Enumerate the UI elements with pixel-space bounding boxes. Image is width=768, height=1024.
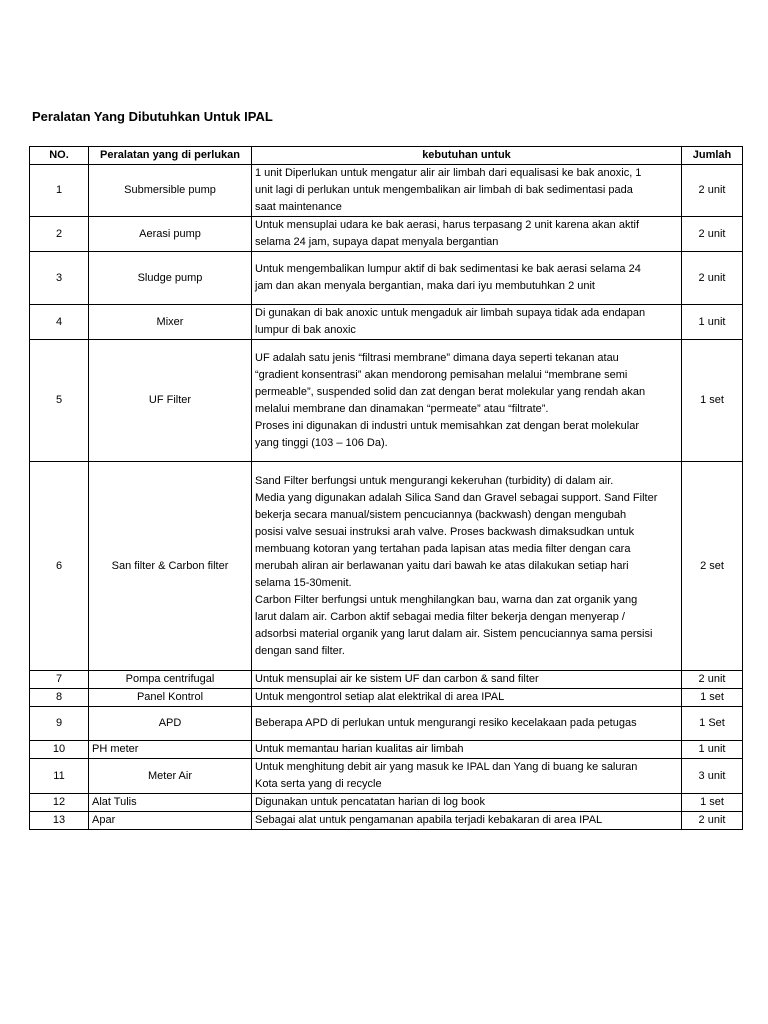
equipment-description: Untuk mensuplai air ke sistem UF dan carbon & sand filter <box>252 671 682 689</box>
equipment-name: Panel Kontrol <box>89 689 252 707</box>
table-row <box>30 707 743 741</box>
equipment-name: Aerasi pump <box>89 217 252 252</box>
equipment-description: Untuk mensuplai udara ke bak aerasi, harus terpasang 2 unit karena akan aktif selama 24 jam, supaya dapat menyala bergantian <box>252 217 682 252</box>
table-row <box>30 741 743 759</box>
equipment-name: PH meter <box>89 741 252 759</box>
row-number: 2 <box>30 217 89 252</box>
row-number: 1 <box>30 165 89 217</box>
equipment-quantity: 2 unit <box>682 812 743 830</box>
equipment-name: Mixer <box>89 305 252 340</box>
equipment-quantity: 1 unit <box>682 305 743 340</box>
table-row <box>30 165 743 217</box>
equipment-name: Apar <box>89 812 252 830</box>
page-title: Peralatan Yang Dibutuhkan Untuk IPAL <box>32 109 273 124</box>
equipment-quantity: 2 unit <box>682 671 743 689</box>
table-row <box>30 252 743 305</box>
table-row <box>30 794 743 812</box>
table-row <box>30 759 743 794</box>
equipment-name: Pompa centrifugal <box>89 671 252 689</box>
equipment-quantity: 2 set <box>682 462 743 671</box>
header-needs: kebutuhan untuk <box>252 147 682 165</box>
equipment-quantity: 1 set <box>682 794 743 812</box>
row-number: 12 <box>30 794 89 812</box>
row-number: 3 <box>30 252 89 305</box>
table-row <box>30 689 743 707</box>
equipment-description: 1 unit Diperlukan untuk mengatur alir air limbah dari equalisasi ke bak anoxic, 1 unit lagi di perlukan untuk mengembalikan air limbah di bak sedimentasi pada saat maintenance <box>252 165 682 217</box>
row-number: 10 <box>30 741 89 759</box>
table-header-row <box>30 147 743 165</box>
equipment-name: Meter Air <box>89 759 252 794</box>
equipment-description: Digunakan untuk pencatatan harian di log book <box>252 794 682 812</box>
equipment-quantity: 2 unit <box>682 217 743 252</box>
row-number: 8 <box>30 689 89 707</box>
header-quantity: Jumlah <box>682 147 743 165</box>
row-number: 7 <box>30 671 89 689</box>
equipment-quantity: 1 set <box>682 689 743 707</box>
equipment-name: San filter & Carbon filter <box>89 462 252 671</box>
equipment-name: APD <box>89 707 252 741</box>
equipment-table <box>29 146 743 830</box>
equipment-description: Untuk mengembalikan lumpur aktif di bak sedimentasi ke bak aerasi selama 24 jam dan akan menyala bergantian, maka dari iyu membutuhkan 2 unit <box>252 252 682 305</box>
row-number: 11 <box>30 759 89 794</box>
equipment-quantity: 1 Set <box>682 707 743 741</box>
row-number: 4 <box>30 305 89 340</box>
equipment-name: Submersible pump <box>89 165 252 217</box>
row-number: 13 <box>30 812 89 830</box>
row-number: 9 <box>30 707 89 741</box>
equipment-description: Di gunakan di bak anoxic untuk mengaduk air limbah supaya tidak ada endapan lumpur di bak anoxic <box>252 305 682 340</box>
table-row <box>30 305 743 340</box>
equipment-name: Alat Tulis <box>89 794 252 812</box>
equipment-quantity: 2 unit <box>682 252 743 305</box>
equipment-quantity: 1 set <box>682 340 743 462</box>
equipment-description: UF adalah satu jenis “filtrasi membrane” dimana daya seperti tekanan atau “gradient konsentrasi” akan mendorong pemisahan melalui “membrane semi permeable”, suspended solid dan zat dengan berat molekular yang rendah akan melalui membrane dan dinamakan “permeate” atau “filtrate”. Proses ini digunakan di industri untuk memisahkan zat dengan berat molekular yang tinggi (103 – 106 Da). <box>252 340 682 462</box>
equipment-description: Sand Filter berfungsi untuk mengurangi kekeruhan (turbidity) di dalam air. Media yang digunakan adalah Silica Sand dan Gravel sebagai support. Sand Filter bekerja secara manual/sistem pencuciannya (backwash) dengan mengubah posisi valve sesuai instruksi arah valve. Proses backwash dimaksudkan untuk membuang kotoran yang tertahan pada lapisan atas media filter dengan cara merubah aliran air berlawanan yaitu dari bawah ke atas dilakukan setiap hari selama 15-30menit. Carbon Filter berfungsi untuk menghilangkan bau, warna dan zat organik yang larut dalam air. Carbon aktif sebagai media filter bekerja dengan menyerap / adsorbsi material organik yang larut dalam air. Sistem pencuciannya sama persisi dengan sand filter. <box>252 462 682 671</box>
table-row <box>30 671 743 689</box>
table-row <box>30 340 743 462</box>
equipment-description: Sebagai alat untuk pengamanan apabila terjadi kebakaran di area IPAL <box>252 812 682 830</box>
equipment-name: Sludge pump <box>89 252 252 305</box>
table-row <box>30 217 743 252</box>
equipment-quantity: 3 unit <box>682 759 743 794</box>
equipment-quantity: 2 unit <box>682 165 743 217</box>
equipment-description: Untuk menghitung debit air yang masuk ke IPAL dan Yang di buang ke saluran Kota serta yang di recycle <box>252 759 682 794</box>
equipment-description: Untuk memantau harian kualitas air limbah <box>252 741 682 759</box>
header-equipment: Peralatan yang di perlukan <box>89 147 252 165</box>
header-no: NO. <box>30 147 89 165</box>
row-number: 6 <box>30 462 89 671</box>
equipment-name: UF Filter <box>89 340 252 462</box>
equipment-quantity: 1 unit <box>682 741 743 759</box>
equipment-description: Untuk mengontrol setiap alat elektrikal di area IPAL <box>252 689 682 707</box>
table-row <box>30 812 743 830</box>
table-row <box>30 462 743 671</box>
row-number: 5 <box>30 340 89 462</box>
equipment-description: Beberapa APD di perlukan untuk mengurangi resiko kecelakaan pada petugas <box>252 707 682 741</box>
